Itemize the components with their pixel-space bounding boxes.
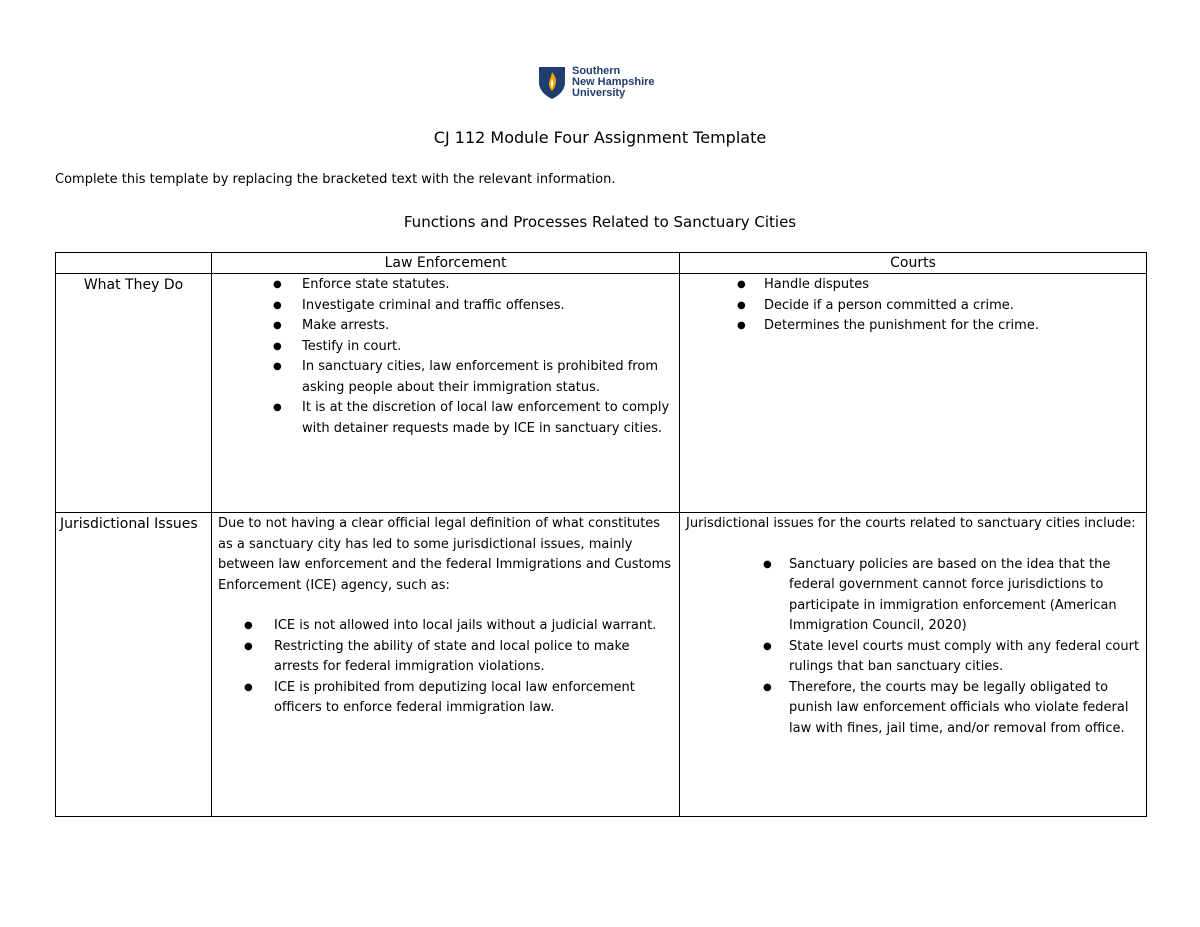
header-cell-empty (56, 253, 212, 274)
document-title: CJ 112 Module Four Assignment Template (433, 128, 767, 147)
table-row-what-they-do (56, 274, 1147, 513)
list-item: ● Make arrests. (218, 316, 673, 337)
law-enforcement-issues-list (218, 616, 673, 719)
cell-law-enforcement-duties (212, 274, 680, 513)
list-item: ● It is at the discretion of local law enforcement to comply with detainer requests made by ICE in sanctuary cities. (218, 398, 673, 439)
courts-issues-intro: Jurisdictional issues for the courts related to sanctuary cities include: (686, 516, 1136, 531)
list-item: ● Decide if a person committed a crime. (686, 296, 1140, 317)
spacer (686, 535, 1140, 555)
table-row-jurisdictional-issues (56, 513, 1147, 817)
list-item: ● In sanctuary cities, law enforcement is prohibited from asking people about their immigration status. (218, 357, 673, 398)
list-item: ● ICE is prohibited from deputizing local law enforcement officers to enforce federal immigration law. (218, 678, 673, 719)
list-item: ● State level courts must comply with any federal court rulings that ban sanctuary cities. (686, 637, 1140, 678)
list-item: ● Investigate criminal and traffic offenses. (218, 296, 673, 317)
list-item: ● Therefore, the courts may be legally obligated to punish law enforcement officials who violate federal law with fines, jail time, and/or removal from office. (686, 678, 1140, 740)
logo-line-2: New Hampshire (572, 76, 655, 88)
list-item: ● Determines the punishment for the crime. (686, 316, 1140, 337)
law-enforcement-duties-list (218, 275, 673, 439)
list-item: ● ICE is not allowed into local jails without a judicial warrant. (218, 616, 673, 637)
list-item: ● Handle disputes (686, 275, 1140, 296)
shield-flame-icon (538, 66, 566, 100)
list-item: ● Testify in court. (218, 337, 673, 358)
spacer (218, 596, 673, 616)
row-label-jurisdictional-issues: Jurisdictional Issues (56, 513, 212, 817)
list-item: ● Sanctuary policies are based on the idea that the federal government cannot force jurisdictions to participate in immigration enforcement (American Immigration Council, 2020) (686, 555, 1140, 637)
header-courts: Courts (680, 253, 1147, 274)
logo-wordmark (572, 66, 655, 99)
cell-courts-issues (680, 513, 1147, 817)
logo-line-3: University (572, 87, 626, 99)
cell-courts-duties (680, 274, 1147, 513)
section-title: Functions and Processes Related to Sanctuary Cities (403, 213, 797, 231)
table-header-row (56, 253, 1147, 274)
courts-duties-list (686, 275, 1140, 337)
courts-issues-list (686, 555, 1140, 740)
university-logo (538, 66, 655, 100)
law-enforcement-issues-intro: Due to not having a clear official legal definition of what constitutes as a sanctuary city has led to some jurisdictional issues, mainly between law enforcement and the federal Immigrations and Customs Enforcement (ICE) agency, such as: (218, 516, 672, 593)
cell-law-enforcement-issues (212, 513, 680, 817)
list-item: ● Restricting the ability of state and local police to make arrests for federal immigration violations. (218, 637, 673, 678)
header-law-enforcement: Law Enforcement (212, 253, 680, 274)
row-label-what-they-do: What They Do (56, 274, 212, 513)
sanctuary-cities-table (55, 252, 1147, 817)
logo-line-1: Southern (572, 65, 621, 77)
instructions-text: Complete this template by replacing the bracketed text with the relevant information. (55, 172, 616, 187)
list-item: ● Enforce state statutes. (218, 275, 673, 296)
